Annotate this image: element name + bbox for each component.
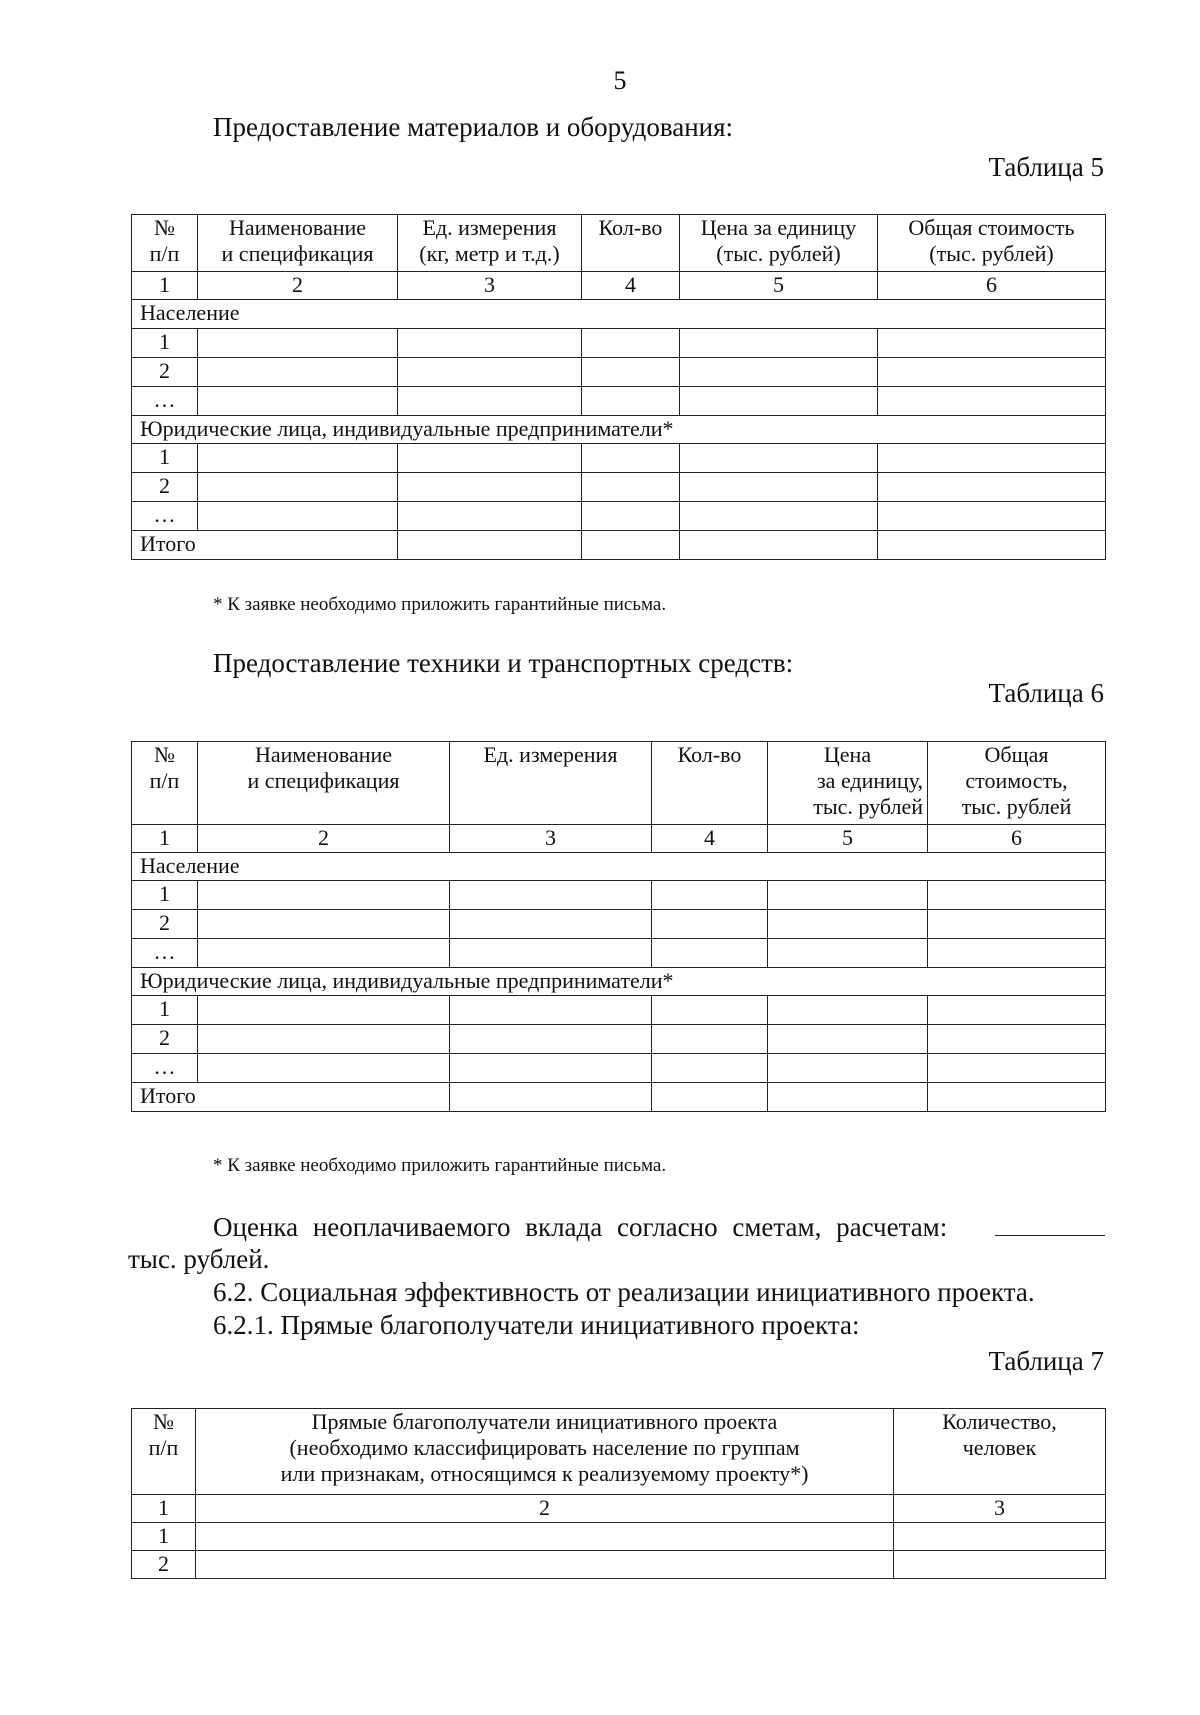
table-row: …	[132, 1054, 1106, 1083]
header-cell-price: Цена за единицу (тыс. рублей)	[680, 215, 878, 272]
estimate-line	[213, 1212, 1105, 1243]
table7-label: Таблица 7	[988, 1346, 1104, 1376]
table-row: 2	[132, 473, 1106, 502]
table-row: 2	[132, 1025, 1106, 1054]
header-row	[132, 742, 1106, 825]
header-cell-count: Количество, человек	[894, 1409, 1106, 1495]
estimate-unit: тыс. рублей.	[128, 1244, 270, 1274]
table6-note: * К заявке необходимо приложить гарантийные письма.	[213, 1155, 667, 1176]
header-cell-unit: Ед. измерения	[450, 742, 652, 825]
group-row: Население	[132, 853, 1106, 881]
table5-heading: Предоставление материалов и оборудования:	[213, 112, 734, 142]
total-row: Итого	[132, 531, 1106, 560]
header-cell-number: № п/п	[132, 215, 198, 272]
header-row	[132, 215, 1106, 272]
col-number-row: 1 2 3 4 5 6	[132, 272, 1106, 300]
col-number-row: 1 2 3 4 5 6	[132, 825, 1106, 853]
group-row: Юридические лица, индивидуальные предприниматели*	[132, 968, 1106, 996]
header-cell-total: Общая стоимость (тыс. рублей)	[878, 215, 1106, 272]
table7	[131, 1408, 1106, 1579]
table-row: 1	[132, 444, 1106, 473]
section-6-2-1: 6.2.1. Прямые благополучатели инициативного проекта:	[213, 1310, 860, 1340]
header-cell-name: Наименование и спецификация	[198, 742, 450, 825]
header-cell-number: № п/п	[132, 1409, 196, 1495]
table-row: 1	[132, 996, 1106, 1025]
table-row: …	[132, 939, 1106, 968]
group-row: Население	[132, 300, 1106, 329]
table5-label: Таблица 5	[988, 152, 1104, 182]
header-cell-unit: Ед. измерения (кг, метр и т.д.)	[398, 215, 582, 272]
table-row: 1	[132, 329, 1106, 358]
table6	[131, 741, 1106, 1112]
col-number-row: 1 2 3	[132, 1495, 1106, 1523]
header-cell-qty: Кол-во	[652, 742, 768, 825]
table5-note: * К заявке необходимо приложить гарантийные письма.	[213, 594, 667, 615]
table-row: 1	[132, 1523, 1106, 1551]
table-row: 2	[132, 358, 1106, 387]
table-row: …	[132, 502, 1106, 531]
table-row: …	[132, 387, 1106, 416]
group-row: Юридические лица, индивидуальные предприниматели*	[132, 416, 1106, 444]
header-cell-beneficiaries: Прямые благополучатели инициативного проекта (необходимо классифицировать население по группам или признакам, относящимся к реализуемому проекту*)	[196, 1409, 894, 1495]
header-row	[132, 1409, 1106, 1495]
section-6-2: 6.2. Социальная эффективность от реализации инициативного проекта.	[213, 1277, 1035, 1307]
estimate-blank[interactable]	[995, 1213, 1105, 1236]
header-cell-name: Наименование и спецификация	[198, 215, 398, 272]
table-row: 2	[132, 1551, 1106, 1579]
table5	[131, 214, 1106, 560]
header-cell-number: № п/п	[132, 742, 198, 825]
total-row: Итого	[132, 1083, 1106, 1112]
table-row: 1	[132, 881, 1106, 910]
table6-label: Таблица 6	[988, 678, 1104, 708]
estimate-text: Оценка неоплачиваемого вклада согласно сметам, расчетам:	[213, 1212, 948, 1242]
header-cell-price: Цена за единицу, тыс. рублей	[768, 742, 928, 825]
table6-heading: Предоставление техники и транспортных средств:	[213, 648, 794, 678]
header-cell-total: Общая стоимость, тыс. рублей	[928, 742, 1106, 825]
page-number: 5	[613, 66, 627, 95]
table-row: 2	[132, 910, 1106, 939]
header-cell-qty: Кол-во	[582, 215, 680, 272]
